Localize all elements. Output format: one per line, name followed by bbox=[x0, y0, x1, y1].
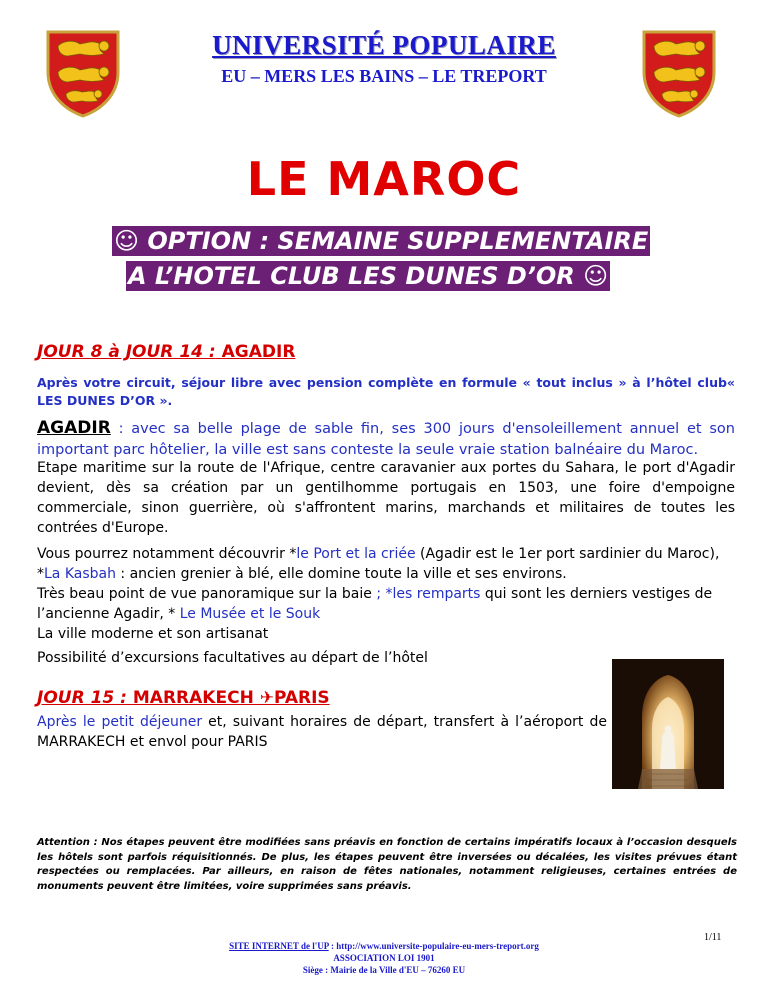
footer-site-url[interactable]: : http://www.universite-populaire-eu-mers-treport.org bbox=[328, 941, 539, 951]
discover-text-4: Très beau point de vue panoramique sur la baie bbox=[37, 586, 372, 602]
departure-text: et, suivant horaires de départ, transfert à l’aéroport de MARRAKECH et envol pour PARIS bbox=[37, 714, 607, 750]
agadir-label: AGADIR bbox=[37, 418, 111, 438]
discover-text-3: : ancien grenier à blé, elle domine toute la ville et ses environs. bbox=[115, 566, 567, 582]
day-15-heading bbox=[37, 688, 330, 708]
heading-place: AGADIR bbox=[221, 342, 296, 362]
page-title: LE MAROC bbox=[246, 152, 522, 206]
disclaimer-note: Attention : Nos étapes peuvent être modifiées sans préavis en fonction de certains impératifs locaux à l’occasion desquels les hôtels sont parfois réquisitionnés. De plus, les étapes peuvent être inversées ou décalées, les visites prévues étant respectées ou remplacées. Par ailleurs, en raison de fêtes nationales, notamment religieuses, certaines entrées de monuments peuvent être limitées, voire supprimées sans préavis. bbox=[37, 837, 737, 892]
footer-association: ASSOCIATION LOI 1901 bbox=[333, 953, 435, 963]
footer bbox=[0, 940, 768, 976]
heading-days: JOUR 8 à JOUR 14 : bbox=[37, 342, 216, 362]
discover-ramparts-link: ; *les remparts bbox=[371, 586, 481, 602]
discover-text-6: La ville moderne et son artisanat bbox=[37, 626, 269, 642]
university-title: UNIVERSITÉ POPULAIRE bbox=[212, 30, 556, 60]
option-banner-line2: A L’HOTEL CLUB LES DUNES D’OR ☺ bbox=[128, 262, 609, 290]
heading-days-15: JOUR 15 : bbox=[37, 688, 127, 708]
history-paragraph: Etape maritime sur la route de l'Afrique, centre caravanier aux portes du Sahara, le port d'Agadir devient, dès sa création par un gentilhomme portugais en 1503, une foire d'empoigne commerciale, sinon guerrière, où s'affrontent marins, marchands et militaires de toutes les contrées d'Europe. bbox=[37, 460, 735, 536]
day-8-14-heading bbox=[37, 342, 295, 362]
departure-paragraph bbox=[37, 712, 607, 752]
page-number: 1/11 bbox=[704, 932, 722, 943]
footer-siege: Siège : Mairie de la Ville d'EU – 76260 EU bbox=[302, 965, 466, 975]
discover-museum-link: Le Musée et le Souk bbox=[179, 606, 321, 622]
discover-text-2: (Agadir est le 1er port sardinier du Maroc), * bbox=[37, 546, 720, 582]
discover-paragraph bbox=[37, 544, 735, 644]
stay-intro: Après votre circuit, séjour libre avec pension complète en formule « tout inclus » à l’hôtel club« LES DUNES D’OR ». bbox=[37, 375, 735, 408]
agadir-description bbox=[37, 418, 735, 461]
option-banner-line1: ☺ OPTION : SEMAINE SUPPLEMENTAIRE bbox=[114, 227, 649, 255]
discover-text-5: qui sont les derniers vestiges de l’ancienne Agadir, * bbox=[37, 586, 713, 622]
footer-site-label: SITE INTERNET de l'UP bbox=[229, 941, 329, 951]
breakfast-text: Après le petit déjeuner bbox=[37, 714, 203, 730]
moroccan-arch-photo bbox=[612, 659, 724, 789]
discover-port-link: le Port et la criée bbox=[296, 546, 416, 562]
discover-kasbah-link: La Kasbah bbox=[44, 566, 116, 582]
university-subtitle: EU – MERS LES BAINS – LE TREPORT bbox=[221, 66, 547, 86]
excursions-note: Possibilité d’excursions facultatives au départ de l’hôtel bbox=[37, 650, 428, 666]
discover-text-1: Vous pourrez notamment découvrir * bbox=[37, 546, 297, 562]
heading-place-15: MARRAKECH ✈PARIS bbox=[132, 688, 330, 708]
agadir-desc-text: : avec sa belle plage de sable fin, ses 300 jours d'ensoleillement annuel et son important parc hôtelier, la ville est sans conteste la seule vraie station balnéaire du Maroc. bbox=[37, 421, 735, 458]
